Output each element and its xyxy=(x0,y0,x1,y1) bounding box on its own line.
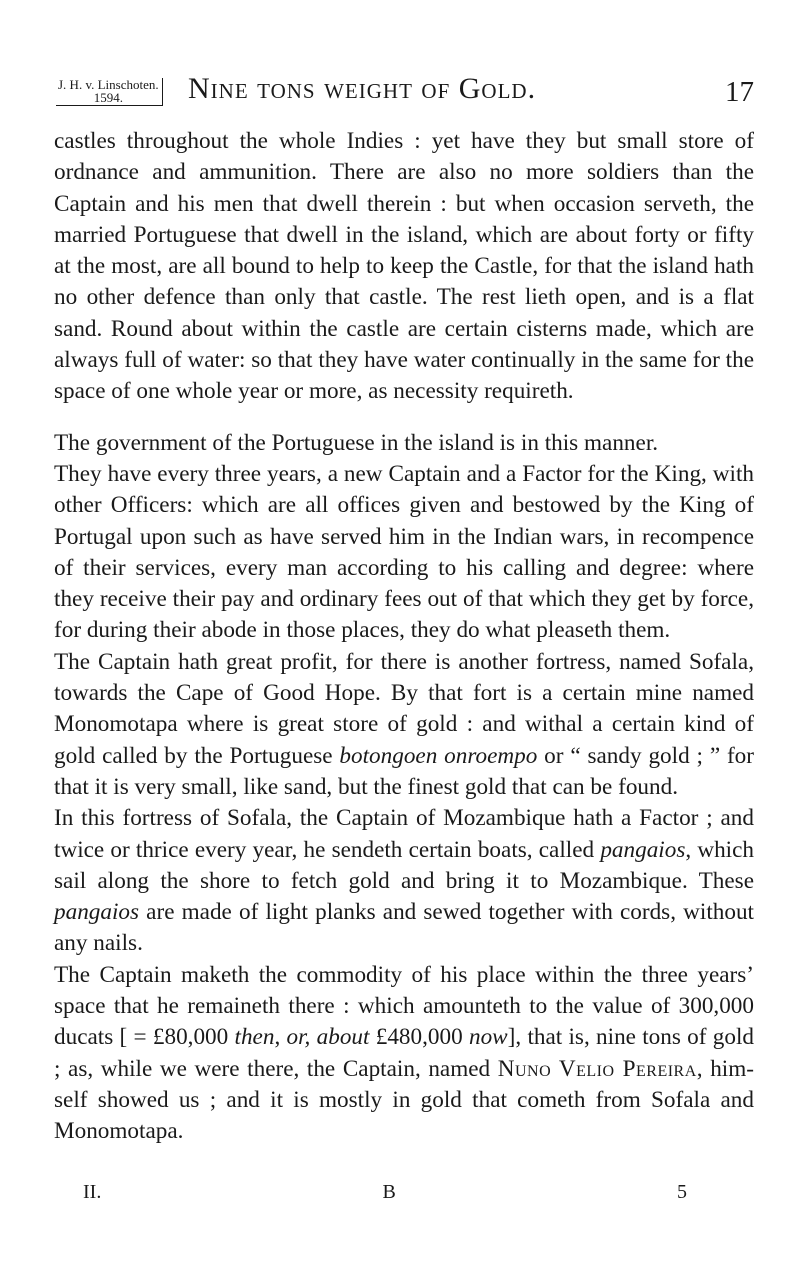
page-footer xyxy=(83,1181,687,1204)
page xyxy=(54,72,754,1148)
text-run: In this fortress of Sofala, the Captain of Mozambique hath a Factor ; and twice or thrice every year, he sendeth certain boats, called xyxy=(54,805,754,863)
italic-term: or, about xyxy=(286,1024,370,1051)
footer-volume: II. xyxy=(83,1181,102,1203)
italic-term: pangaios xyxy=(600,836,686,863)
text-run: They have every three years, a new Captain and a Factor for the King, with other Officers: which are all offices given and bestowed by the King of Portugal upon such as have served him in the Indian wars, in recompence of their services, every man according to his calling and degree: where they receive their pay and ordinary fees out of that which they get by force, for during their abode in those places, they do what pleaseth them. xyxy=(54,460,754,644)
paragraph xyxy=(54,428,754,459)
paragraph xyxy=(54,960,754,1148)
paragraph xyxy=(54,803,754,959)
body-text xyxy=(54,126,754,1148)
italic-term: pangaios xyxy=(54,899,140,926)
header-attribution xyxy=(54,78,186,106)
small-caps-name: Nuno Velio Pereira xyxy=(497,1055,697,1082)
footer-signature: B xyxy=(382,1181,396,1203)
text-run: ], that is, nine tons of gold ; as, while we were there, the Captain, named xyxy=(54,1024,754,1082)
paragraph xyxy=(54,126,754,408)
text-run: , xyxy=(274,1024,287,1051)
text-run: , him-self showed us ; and it is mostly in gold that cometh from Sofala and Monomotapa. xyxy=(54,1055,754,1145)
italic-term: botongoen onroempo xyxy=(339,742,538,769)
publication-year: 1594. xyxy=(93,90,123,105)
paragraph xyxy=(54,647,754,803)
text-run: £480,000 xyxy=(369,1024,469,1051)
italic-term: then xyxy=(234,1024,275,1051)
text-run: or “ sandy gold ; ” for that it is very small, like sand, but the finest gold that can be found. xyxy=(54,742,754,800)
text-run: , which sail along the shore to fetch gold and bring it to Mozambique. These xyxy=(54,836,754,894)
paragraph xyxy=(54,459,754,647)
running-header xyxy=(54,72,754,126)
text-run: castles throughout the whole Indies : yet have they but small store of ordnance and ammunition. There are also no more soldiers than the Captain and his men that dwell therein : but when occasion serveth, the married Portuguese that dwell in the island, which are about forty or fifty at the most, are all bound to help to keep the Castle, for that the island hath no other defence than only that castle. The rest lieth open, and is a flat sand. Round about within the castle are certain cisterns made, which are always full of water: so that they have water continually in the same for the space of one whole year or more, as necessity requireth. xyxy=(54,128,754,405)
page-number: 17 xyxy=(725,76,754,108)
text-run: The government of the Portuguese in the island is in this manner. xyxy=(54,429,659,456)
author-name: J. H. v. Linschoten. xyxy=(58,77,159,92)
footer-number: 5 xyxy=(676,1181,687,1203)
italic-term: now xyxy=(468,1024,508,1051)
text-run: The Captain maketh the commodity of his place within the three years’ space that he remaineth there : which amounteth to the value of 300,000 ducats [ = £80,000 xyxy=(54,961,754,1051)
text-run: The Captain hath great profit, for there is another fortress, named Sofala, towards the Cape of Good Hope. By that fort is a certain mine named Monomotapa where is great store of gold : and withal a certain kind of gold called by the Portuguese xyxy=(54,648,754,769)
running-title: Nine tons weight of Gold. xyxy=(188,72,537,105)
author-bracket xyxy=(56,78,163,106)
text-run: are made of light planks and sewed together with cords, without any nails. xyxy=(54,899,754,957)
